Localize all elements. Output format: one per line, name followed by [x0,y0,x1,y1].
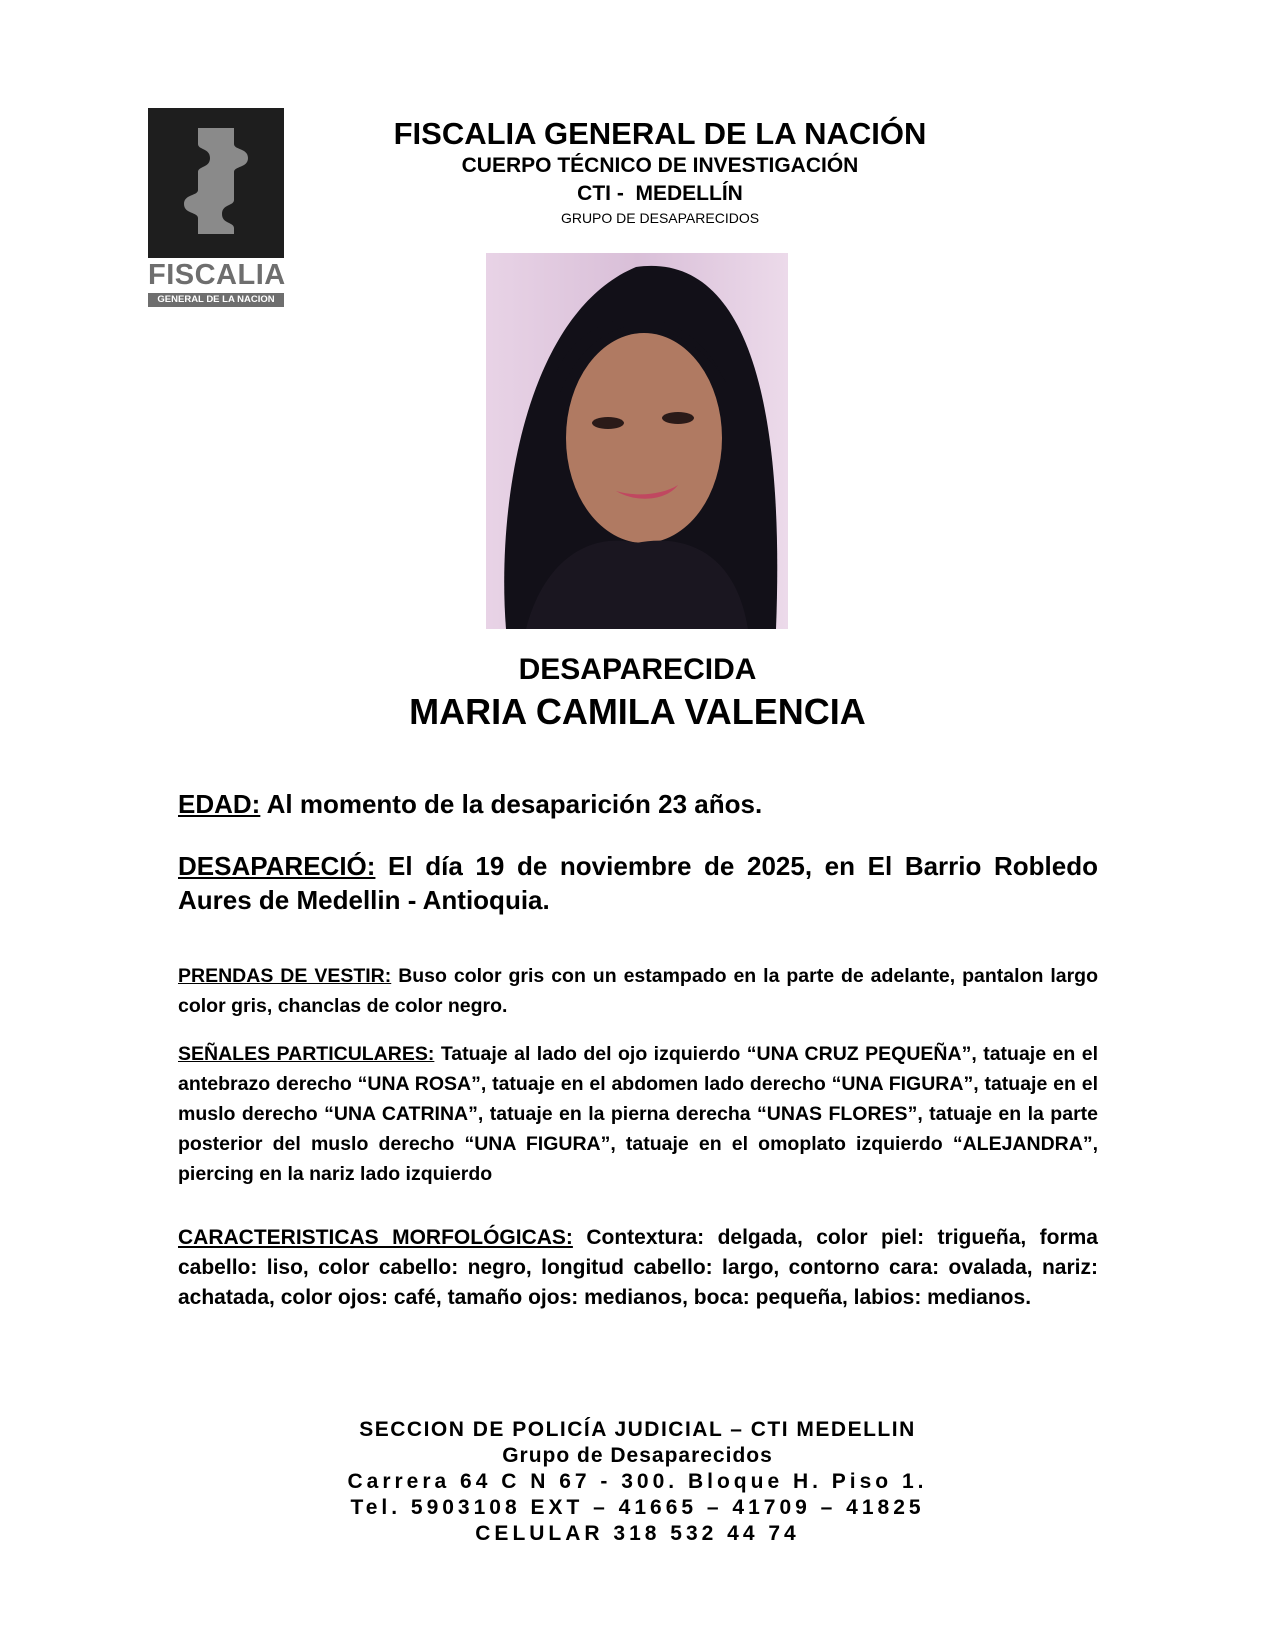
institution-title: FISCALIA GENERAL DE LA NACIÓN [393,116,927,151]
fiscalia-logo [148,108,286,305]
footer-group: Grupo de Desaparecidos [502,1444,773,1467]
clothing-label: PRENDAS DE VESTIR: [178,965,392,987]
morphology-label: CARACTERISTICAS MORFOLÓGICAS: [178,1226,573,1249]
missing-person-photo [486,253,788,629]
title-block [0,650,1275,734]
age-label: EDAD: [178,789,261,819]
clothing-paragraph [178,961,1098,1021]
morphology-text: Contextura: delgada, color piel: trigueña, forma cabello: liso, color cabello: negro, longitud cabello: largo, contorno cara: ovalada, nariz: achatada, color ojos: café, tamaño ojos: medianos, boca: pequeña, labios: medianos. [178,1226,1098,1309]
marks-paragraph [178,1039,1098,1189]
clothing-text: Buso color gris con un estampado en la parte de adelante, pantalon largo color gris, chanclas de color negro. [178,965,1098,1017]
puzzle-logo-mark [148,108,284,258]
puzzle-piece-icon [176,122,256,242]
footer-mobile: CELULAR 318 532 44 74 [475,1522,800,1545]
document-header [300,116,1020,228]
department-title: CUERPO TÉCNICO DE INVESTIGACIÓN [461,154,859,177]
footer-phone: Tel. 5903108 EXT – 41665 – 41709 – 41825 [350,1496,925,1519]
morphology-paragraph [178,1223,1098,1313]
disappeared-paragraph [178,849,1098,917]
details-section [178,787,1098,1313]
status-heading: DESAPARECIDA [518,653,757,686]
disappeared-label: DESAPARECIÓ: [178,851,376,881]
marks-text: Tatuaje al lado del ojo izquierdo “UNA CRUZ PEQUEÑA”, tatuaje en el antebrazo derecho “UNA ROSA”, tatuaje en el abdomen lado derecho “UNA FIGURA”, tatuaje en el muslo derecho “UNA CATRINA”, tatuaje en la pierna derecha “UNAS FLORES”, tatuaje en la parte posterior del muslo derecho “UNA FIGURA”, tatuaje en el omoplato izquierdo “ALEJANDRA”, piercing en la nariz lado izquierdo [178,1043,1098,1185]
office-title: CTI - MEDELLÍN [577,182,743,205]
portrait-image [486,253,788,629]
disappeared-text: El día 19 de noviembre de 2025, en El Barrio Robledo Aures de Medellin - Antioquia. [178,851,1098,915]
marks-label: SEÑALES PARTICULARES: [178,1043,435,1065]
age-text: Al momento de la desaparición 23 años. [260,789,763,819]
person-name: MARIA CAMILA VALENCIA [409,691,866,732]
footer-section: SECCION DE POLICÍA JUDICIAL – CTI MEDELLIN [359,1418,916,1441]
logo-wordmark: FISCALIA [148,259,286,291]
group-title: GRUPO DE DESAPARECIDOS [560,210,760,226]
footer-address: Carrera 64 C N 67 - 300. Bloque H. Piso 1. [347,1470,928,1493]
logo-subtitle: GENERAL DE LA NACION [148,293,284,307]
contact-footer [0,1417,1275,1547]
age-paragraph [178,787,1098,821]
